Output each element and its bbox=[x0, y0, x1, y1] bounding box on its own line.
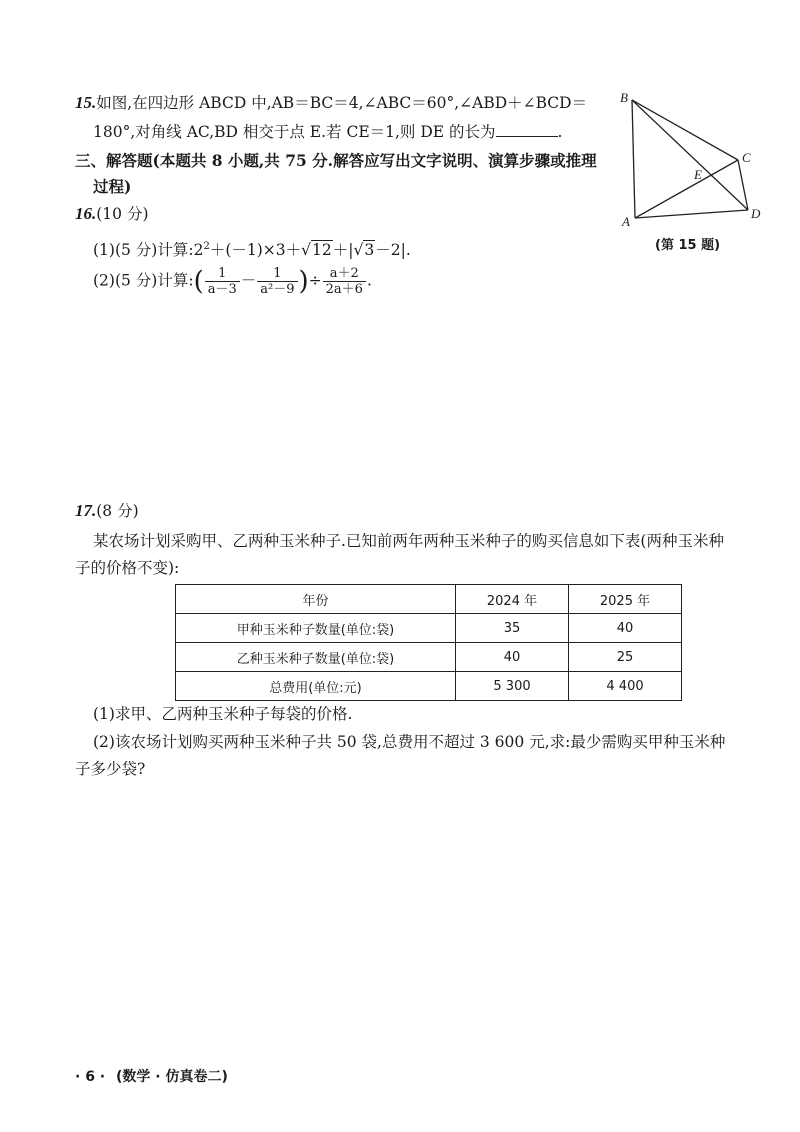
table-cell: 35 bbox=[456, 614, 569, 643]
answer-blank bbox=[496, 122, 558, 137]
fraction-1 bbox=[205, 266, 240, 297]
diagonal-ac bbox=[635, 160, 738, 218]
section3-heading-line1: 三、解答题(本题共 8 小题,共 75 分.解答应写出文字说明、演算步骤或推理 bbox=[75, 151, 597, 170]
table-header-cell: 年份 bbox=[176, 585, 456, 614]
q16-part1-abs-sqrt: 3 bbox=[364, 241, 375, 260]
q17-number: 17. bbox=[75, 501, 97, 520]
fraction-3-den: 2a＋6 bbox=[325, 282, 363, 297]
q17-intro-line1: 某农场计划采购甲、乙两种玉米种子.已知前两年两种玉米种子的购买信息如下表(两种玉米种 bbox=[93, 532, 724, 550]
table-cell: 乙种玉米种子数量(单位:袋) bbox=[176, 643, 456, 672]
fraction-3 bbox=[323, 266, 366, 297]
divide-sign: ÷ bbox=[308, 271, 322, 290]
q15-line2 bbox=[93, 121, 562, 143]
diagonal-bd bbox=[632, 100, 748, 210]
q16-part1-abs-post: －2|. bbox=[375, 241, 411, 260]
table-cell: 总费用(单位:元) bbox=[176, 672, 456, 701]
q16-part1-base: 2 bbox=[193, 241, 204, 260]
fraction-2-num: 1 bbox=[257, 266, 297, 282]
table-header-row bbox=[176, 585, 682, 614]
page-footer bbox=[75, 1066, 228, 1086]
page-number: · 6 · bbox=[75, 1069, 106, 1085]
fraction-1-num: 1 bbox=[205, 266, 240, 282]
table-cell: 25 bbox=[569, 643, 682, 672]
q17-header bbox=[75, 500, 139, 522]
figure-caption: (第 15 题) bbox=[655, 238, 721, 253]
label-b: B bbox=[620, 90, 628, 105]
table-row bbox=[176, 643, 682, 672]
fraction-2 bbox=[257, 266, 297, 297]
table-header-cell: 2025 年 bbox=[569, 585, 682, 614]
q17-intro-line2: 子的价格不变): bbox=[75, 559, 180, 577]
label-a: A bbox=[622, 214, 630, 229]
label-d: D bbox=[751, 206, 761, 221]
minus-sign: － bbox=[240, 271, 257, 290]
sqrt-symbol: √ bbox=[353, 241, 364, 260]
q15-number: 15. bbox=[75, 93, 97, 112]
segment-ad bbox=[635, 210, 748, 218]
q15-period: . bbox=[557, 123, 563, 141]
q17-part2-line1: (2)该农场计划购买两种玉米种子共 50 袋,总费用不超过 3 600 元,求:最少需购买甲种玉米种 bbox=[93, 733, 726, 751]
q16-part1-mid: ＋(－1)×3＋ bbox=[209, 241, 302, 260]
table-row bbox=[176, 672, 682, 701]
q16-part1-abs-pre: ＋| bbox=[332, 241, 354, 260]
left-paren: ( bbox=[193, 266, 204, 297]
q16-part1-sqrt: 12 bbox=[312, 241, 332, 260]
table-cell: 40 bbox=[569, 614, 682, 643]
q16-number: 16. bbox=[75, 204, 97, 223]
fraction-1-den: a－3 bbox=[207, 282, 237, 297]
q16-part1-exp: 2 bbox=[203, 241, 210, 252]
right-paren: ) bbox=[298, 266, 309, 297]
label-e: E bbox=[694, 167, 702, 182]
fraction-2-den: a²－9 bbox=[260, 282, 295, 297]
table-row bbox=[176, 614, 682, 643]
label-c: C bbox=[742, 150, 751, 165]
section3-heading-line2: 过程) bbox=[93, 177, 132, 196]
q16-score: (10 分) bbox=[96, 205, 149, 223]
q16-part2 bbox=[93, 266, 372, 297]
fraction-3-num: a＋2 bbox=[323, 266, 366, 282]
table-cell: 40 bbox=[456, 643, 569, 672]
q15-figure bbox=[614, 88, 774, 233]
table-header-cell: 2024 年 bbox=[456, 585, 569, 614]
q16-part1 bbox=[93, 236, 411, 261]
q16-part2-end: . bbox=[366, 271, 372, 290]
table-cell: 甲种玉米种子数量(单位:袋) bbox=[176, 614, 456, 643]
q15-text-line1: 如图,在四边形 ABCD 中,AB＝BC＝4,∠ABC＝60°,∠ABD＋∠BCD＝ bbox=[96, 94, 588, 112]
q16-header bbox=[75, 203, 149, 225]
q17-part2-line2: 子多少袋? bbox=[75, 760, 146, 778]
paper-label: (数学 · 仿真卷二) bbox=[116, 1069, 228, 1085]
sqrt-symbol: √ bbox=[301, 241, 312, 260]
q15-line1 bbox=[75, 92, 587, 114]
q15-text-line2: 180°,对角线 AC,BD 相交于点 E.若 CE＝1,则 DE 的长为 bbox=[93, 123, 496, 141]
purchase-table bbox=[175, 584, 682, 701]
q17-score: (8 分) bbox=[96, 502, 139, 520]
q17-part1: (1)求甲、乙两种玉米种子每袋的价格. bbox=[93, 705, 353, 723]
table-cell: 4 400 bbox=[569, 672, 682, 701]
segment-ab bbox=[632, 100, 635, 218]
table-cell: 5 300 bbox=[456, 672, 569, 701]
q16-part1-label: (1)(5 分)计算: bbox=[93, 241, 194, 260]
q16-part2-label: (2)(5 分)计算: bbox=[93, 271, 194, 290]
